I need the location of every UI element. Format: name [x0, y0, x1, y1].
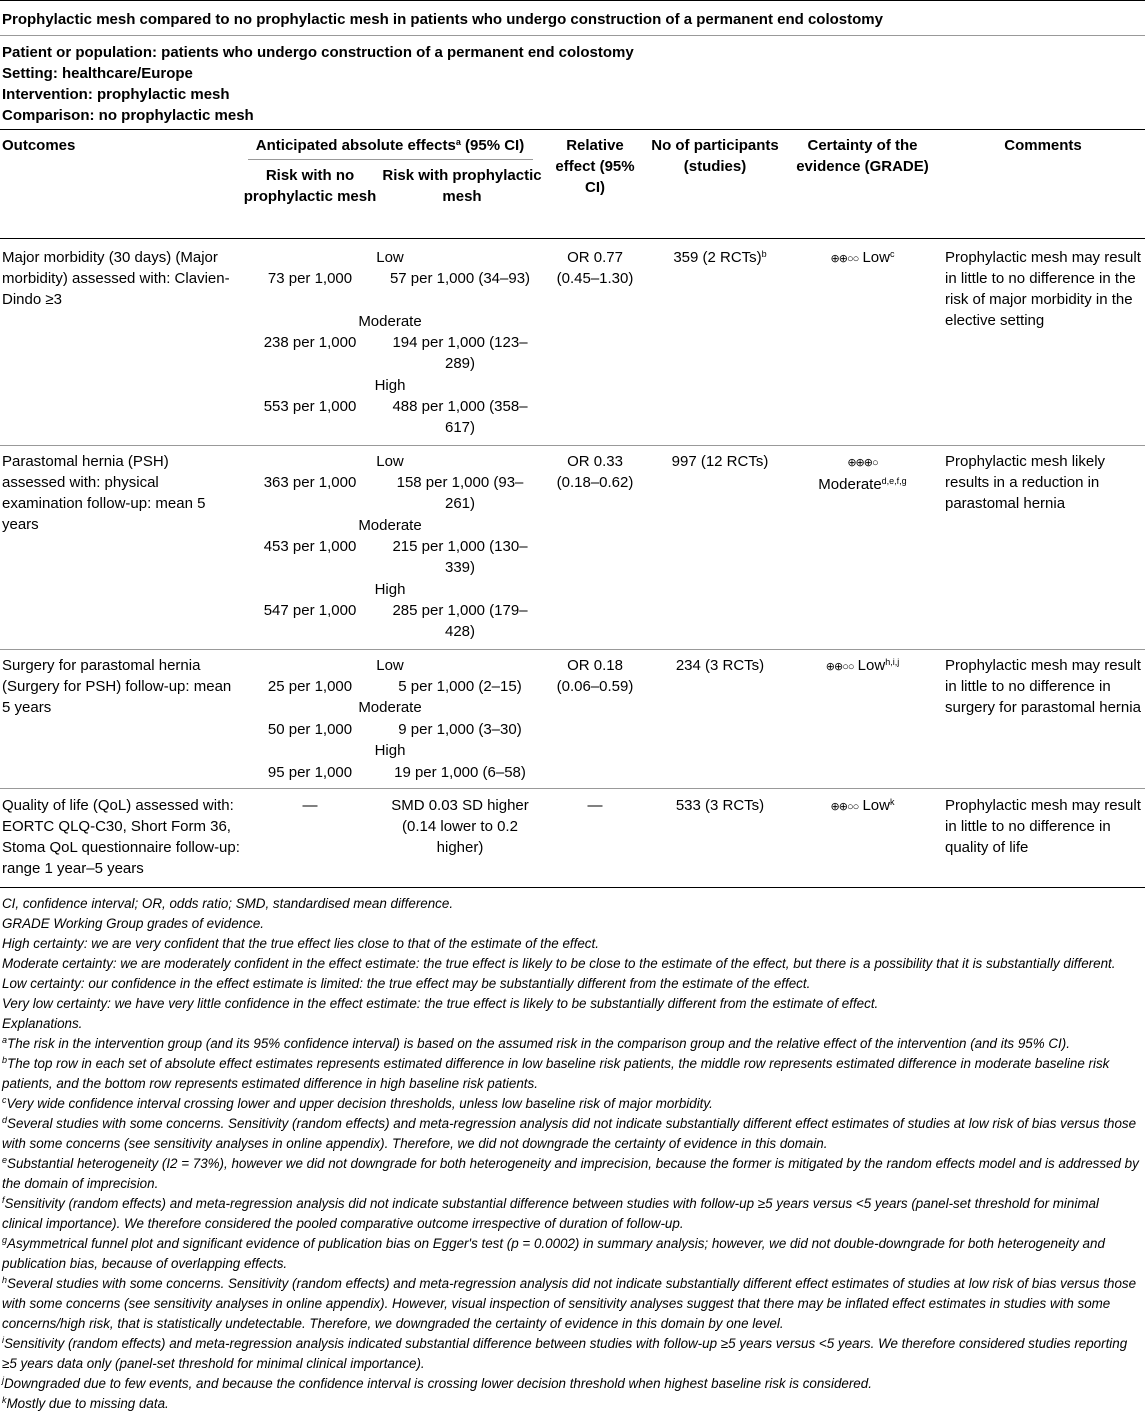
level-label: High	[374, 377, 406, 394]
header-participants: No of participants (studies)	[651, 137, 779, 175]
footnote: CI, confidence interval; OR, odds ratio; SMD, standardised mean difference.	[2, 896, 454, 911]
grade-symbols-icon: ⊕⊕○○	[830, 801, 859, 813]
footnote: $^i$Sensitivity (random effects) and meta-regression analysis indicated substantial difference between studies with follow-up ≥5 years versus <5 years. We therefore considered studies reporting ≥5 years data only (panel-set threshold for minimal clinical importance).	[2, 1335, 1128, 1371]
risk-with-value: 194 per 1,000 (123–289)	[392, 334, 528, 372]
relative-effect: OR 0.33 (0.18–0.62)	[556, 453, 634, 491]
outcome-major-morbidity: Major morbidity (30 days) (Major morbidity) assessed with: Clavien-Dindo ≥3	[2, 249, 230, 308]
risk-no-value: 547 per 1,000	[263, 602, 357, 619]
footnote: GRADE Working Group grades of evidence.	[2, 916, 264, 931]
footnote: $^d$Several studies with some concerns. Sensitivity (random effects) and meta-regression analysis did not indicate substantially different effect estimates of studies at low risk of bias versus those with some concerns (see sensitivity analyses in online appendix). Therefore, we did not downgrade the certainty of evidence in this domain.	[2, 1115, 1137, 1151]
certainty-value	[790, 451, 935, 495]
header-risk-with: Risk with prophylactic mesh	[382, 167, 542, 205]
header-comments: Comments	[1004, 137, 1082, 154]
table-title: Prophylactic mesh compared to no prophylactic mesh in patients who undergo construction of a permanent end colostomy	[2, 11, 883, 28]
risk-with-value: 19 per 1,000 (6–58)	[394, 764, 526, 781]
grade-sup: h,i,j	[885, 657, 900, 667]
level-label: High	[374, 581, 406, 598]
header-anticipated-sup: a	[455, 137, 461, 147]
row-rule	[0, 649, 1145, 650]
risk-no-value: —	[302, 797, 318, 814]
level-label: Low	[376, 657, 404, 674]
body-rule	[0, 238, 1145, 239]
comment-text: Prophylactic mesh likely results in a reduction in parastomal hernia	[945, 453, 1106, 512]
outcome-surgery-psh: Surgery for parastomal hernia (Surgery for PSH) follow-up: mean 5 years	[2, 657, 232, 716]
risk-no-value: 73 per 1,000	[267, 270, 353, 287]
footnote: $^g$Asymmetrical funnel plot and significant evidence of publication bias on Egger's test (p = 0.0002) in summary analysis; however, we did not double-downgrade for both heterogeneity and publication bias, because of overlapping effects.	[2, 1235, 1105, 1271]
certainty-value	[790, 655, 935, 678]
footnote: Low certainty: our confidence in the effect estimate is limited: the true effect may be substantially different from the estimate of the effect.	[2, 976, 811, 991]
intervention-line: Intervention: prophylactic mesh	[2, 86, 230, 103]
comment-text: Prophylactic mesh may result in little to no difference in the risk of major morbidity in the elective setting	[945, 249, 1141, 329]
risk-with-value: 57 per 1,000 (34–93)	[389, 270, 531, 287]
grade-label: Low	[862, 797, 890, 814]
population-block	[2, 42, 634, 126]
certainty-value	[790, 795, 935, 818]
level-label: Low	[376, 249, 404, 266]
risk-no-value: 95 per 1,000	[267, 764, 353, 781]
participants-text: 997 (12 RCTs)	[671, 453, 769, 470]
risk-with-value: 9 per 1,000 (3–30)	[398, 721, 522, 738]
comment-text: Prophylactic mesh may result in little to no difference in surgery for parastomal hernia	[945, 657, 1141, 716]
grade-sup: c	[889, 249, 895, 259]
risk-with-value: 5 per 1,000 (2–15)	[398, 678, 522, 695]
header-anticipated	[240, 135, 540, 156]
comment-text: Prophylactic mesh may result in little to no difference in quality of life	[945, 797, 1141, 856]
row-rule	[0, 445, 1145, 446]
header-outcomes: Outcomes	[2, 137, 76, 154]
footnote: Moderate certainty: we are moderately confident in the effect estimate: the true effect is likely to be close to the estimate of the effect, but there is a possibility that it is substantially different.	[2, 956, 1116, 971]
risk-no-value: 50 per 1,000	[267, 721, 353, 738]
level-label: Low	[376, 453, 404, 470]
participants-text: 533 (3 RCTs)	[675, 797, 765, 814]
certainty-value	[790, 247, 935, 270]
outcome-parastomal-hernia: Parastomal hernia (PSH) assessed with: physical examination follow-up: mean 5 years	[2, 453, 206, 533]
risk-no-value: 453 per 1,000	[263, 538, 357, 555]
relative-effect: OR 0.18 (0.06–0.59)	[556, 657, 634, 695]
risk-no-value: 553 per 1,000	[263, 398, 357, 415]
participants-text: 234 (3 RCTs)	[675, 657, 765, 674]
risk-no-value: 25 per 1,000	[267, 678, 353, 695]
footnote: $^e$Substantial heterogeneity (I2 = 73%), however we did not downgrade for both heterogeneity and imprecision, because the former is mitigated by the random effects model and is addressed by the domain of imprecision.	[2, 1155, 1139, 1191]
header-relative: Relative effect (95% CI)	[555, 137, 635, 196]
level-label: Moderate	[358, 313, 422, 330]
footnote: High certainty: we are very confident that the true effect lies close to that of the estimate of the effect.	[2, 936, 599, 951]
risk-with-value: 215 per 1,000 (130–339)	[392, 538, 528, 576]
relative-effect: OR 0.77 (0.45–1.30)	[556, 249, 634, 287]
footnote: $^c$Very wide confidence interval crossing lower and upper decision thresholds, unless low baseline risk of major morbidity.	[2, 1095, 713, 1111]
footnote: $^f$Sensitivity (random effects) and meta-regression analysis did not indicate substantial difference between studies with follow-up ≥5 years versus <5 years (panel-set threshold for minimal clinical importance). We therefore considered the pooled comparative outcome irrespective of duration of follow-up.	[2, 1195, 1099, 1231]
top-rule	[0, 0, 1145, 1]
participants-text: 359 (2 RCTs)	[673, 249, 762, 266]
risk-with-value: 488 per 1,000 (358–617)	[392, 398, 528, 436]
outcome-quality-of-life: Quality of life (QoL) assessed with: EORTC QLQ-C30, Short Form 36, Stoma QoL questionnaire follow-up: range 1 year–5 years	[2, 797, 240, 877]
grade-label: Moderate	[818, 476, 882, 493]
footnote: Explanations.	[2, 1016, 83, 1031]
relative-effect: —	[587, 797, 603, 814]
grade-sup: k	[889, 797, 895, 807]
footnote: $^b$The top row in each set of absolute effect estimates represents estimated difference in low baseline risk patients, the middle row represents estimated difference in moderate baseline risk patients, and the bottom row represents estimated difference in high baseline risk patients.	[2, 1055, 1110, 1091]
comparison-line: Comparison: no prophylactic mesh	[2, 107, 254, 124]
grade-sup: d,e,f,g	[881, 476, 907, 486]
level-label: Moderate	[358, 517, 422, 534]
population-line: Patient or population: patients who undergo construction of a permanent end colostomy	[2, 44, 634, 61]
row-rule	[0, 788, 1145, 789]
participants-value	[650, 451, 790, 472]
risk-with-value: 285 per 1,000 (179–428)	[392, 602, 528, 640]
footnotes	[2, 894, 1142, 1414]
participants-sup: b	[761, 249, 767, 259]
grade-label: Low	[857, 657, 886, 674]
footnote: $^j$Downgraded due to few events, and because the confidence interval is crossing lower decision threshold when highest baseline risk is considered.	[2, 1375, 872, 1391]
footnote: Very low certainty: we have very little confidence in the effect estimate: the true effect is likely to be substantially different from the estimate of effect.	[2, 996, 879, 1011]
risk-with-value: SMD 0.03 SD higher (0.14 lower to 0.2 higher)	[391, 797, 529, 856]
risk-no-value: 363 per 1,000	[263, 474, 357, 491]
risk-no-value: 238 per 1,000	[263, 334, 357, 351]
grade-label: Low	[862, 249, 890, 266]
header-anticipated-text: Anticipated absolute effects	[255, 137, 456, 154]
footnote: $^k$Mostly due to missing data.	[2, 1395, 169, 1411]
setting-line: Setting: healthcare/Europe	[2, 65, 193, 82]
title-rule	[0, 35, 1145, 36]
participants-value	[650, 655, 790, 676]
header-anticipated-ci: (95% CI)	[465, 137, 525, 154]
participants-value	[650, 247, 790, 268]
bottom-rule	[0, 887, 1145, 888]
header-risk-no: Risk with no prophylactic mesh	[243, 167, 377, 205]
header-rule	[0, 129, 1145, 130]
grade-symbols-icon: ⊕⊕○○	[830, 253, 859, 265]
header-certainty: Certainty of the evidence (GRADE)	[796, 137, 929, 175]
level-label: Moderate	[358, 699, 422, 716]
grade-symbols-icon: ⊕⊕⊕○	[847, 457, 878, 469]
level-label: High	[374, 742, 406, 759]
footnote: $^h$Several studies with some concerns. Sensitivity (random effects) and meta-regression analysis did not indicate substantially different effect estimates of studies at low risk of bias versus those with some concerns (see sensitivity analyses in online appendix). However, visual inspection of sensitivity analyses suggest that there may be inflated effect estimates in studies with some concerns/high risk, that is statistically undetectable. Therefore, we downgraded the certainty of evidence in this domain by one level.	[2, 1275, 1137, 1331]
anticipated-subrule	[248, 159, 533, 160]
risk-with-value: 158 per 1,000 (93–261)	[396, 474, 524, 512]
footnote: $^a$The risk in the intervention group (and its 95% confidence interval) is based on the assumed risk in the comparison group and the relative effect of the intervention (and its 95% CI).	[2, 1035, 1070, 1051]
participants-value	[650, 795, 790, 816]
grade-symbols-icon: ⊕⊕○○	[825, 661, 854, 673]
